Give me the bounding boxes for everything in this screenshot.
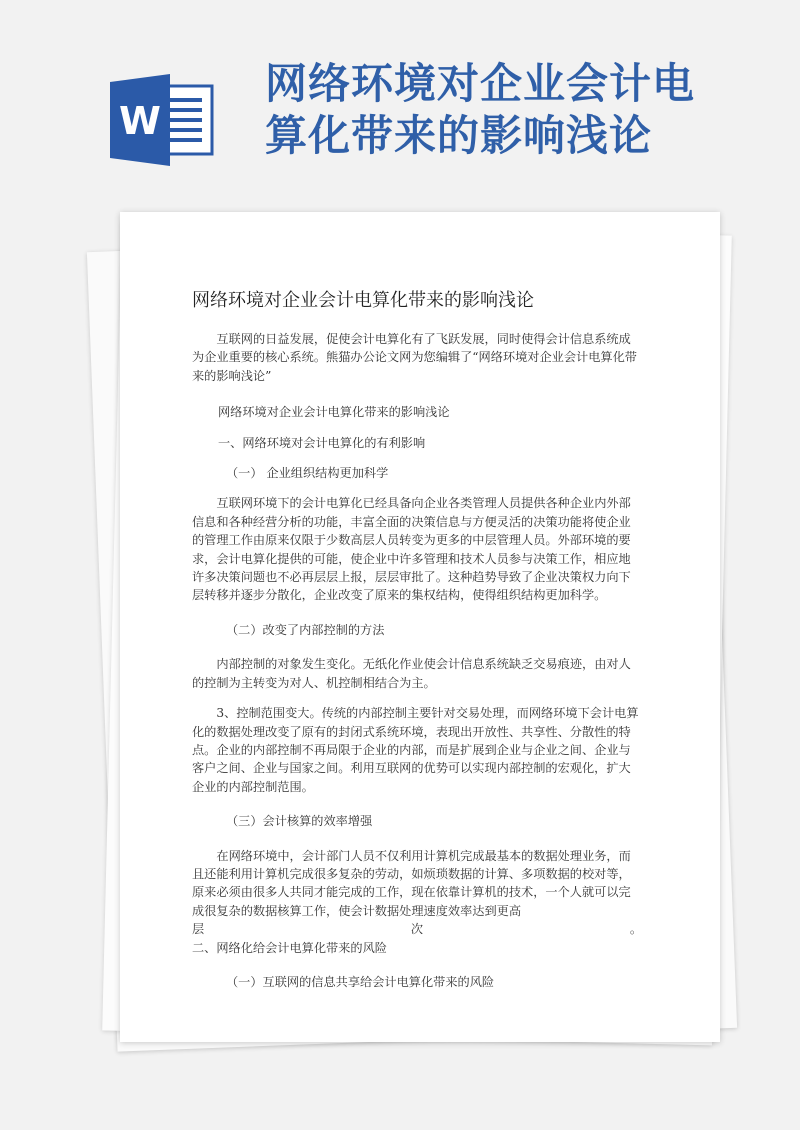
- body-paragraph: 互联网环境下的会计电算化已经具备向企业各类管理人员提供各种企业内外部信息和各种经营分析的功能，丰富全面的决策信息与方便灵活的决策功能将使企业的管理工作由原来仅限于少数高层人员转变为更多的中层管理人员。外部环境的要求，会计电算化提供的可能，使企业中许多管理和技术人员参与决策工作，相应地许多决策问题也不必再层层上报，层层审批了。这种趋势导致了企业决策权力向下层转移并逐步分散化，企业改变了原来的集权结构，使得组织结构更加科学。: [192, 496, 631, 603]
- document-body: [192, 330, 642, 991]
- subsection-heading: （一） 企业组织结构更加科学: [226, 466, 389, 481]
- body-paragraph: 在网络环境中，会计部门人员不仅利用计算机完成最基本的数据处理业务，而且还能利用计算机完成很多复杂的劳动，如烦琐数据的计算、多项数据的校对等，原来必须由很多人共同才能完成的工作，现在依靠计算机的技术，一个人就可以完成很复杂的数据核算工作，使会计数据处理速度效率达到更高: [192, 848, 631, 918]
- word-logo-letter: W: [119, 99, 161, 143]
- tail-fragment: 层: [192, 922, 205, 937]
- header-banner: [0, 0, 800, 200]
- subsection-heading: （一）互联网的信息共享给会计电算化带来的风险: [226, 974, 495, 989]
- tail-fragment: 次: [410, 922, 424, 937]
- document-title: 网络环境对企业会计电算化带来的影响浅论: [192, 290, 534, 311]
- body-paragraph: 3、控制范围变大。传统的内部控制主要针对交易处理，而网络环境下会计电算化的数据处理改变了原有的封闭式系统环境，表现出开放性、共享性、分散性的特点。企业的内部控制不再局限于企业的内部，而是扩展到企业与企业之间、企业与客户之间、企业与国家之间。利用互联网的优势可以实现内部控制的宏观化，扩大企业的内部控制范围。: [192, 706, 639, 794]
- word-document-icon: [108, 72, 220, 168]
- body-paragraph: 内部控制的对象发生变化。无纸化作业使会计信息系统缺乏交易痕迹，由对人的控制为主转变为对人、机控制相结合为主。: [192, 657, 631, 690]
- banner-title-line1: 网络环境对企业会计电: [265, 59, 696, 108]
- paragraph-tail-line: [192, 920, 642, 938]
- section-heading: 二、网络化给会计电算化带来的风险: [192, 940, 387, 955]
- intro-paragraph: 互联网的日益发展，促使会计电算化有了飞跃发展，同时使得会计信息系统成为企业重要的核心系统。熊猫办公论文网为您编辑了“网络环境对企业会计电算化带来的影响浅论”: [192, 332, 637, 383]
- subsection-heading: （二）改变了内部控制的方法: [226, 622, 385, 637]
- document-page: [120, 212, 720, 1042]
- banner-title-line2: 算化带来的影响浅论: [265, 111, 653, 160]
- section-heading: 一、网络环境对会计电算化的有利影响: [218, 435, 426, 450]
- repeat-title: 网络环境对企业会计电算化带来的影响浅论: [218, 405, 450, 420]
- banner-title: [265, 58, 785, 162]
- subsection-heading: （三）会计核算的效率增强: [226, 814, 373, 829]
- tail-fragment: 。: [629, 922, 642, 937]
